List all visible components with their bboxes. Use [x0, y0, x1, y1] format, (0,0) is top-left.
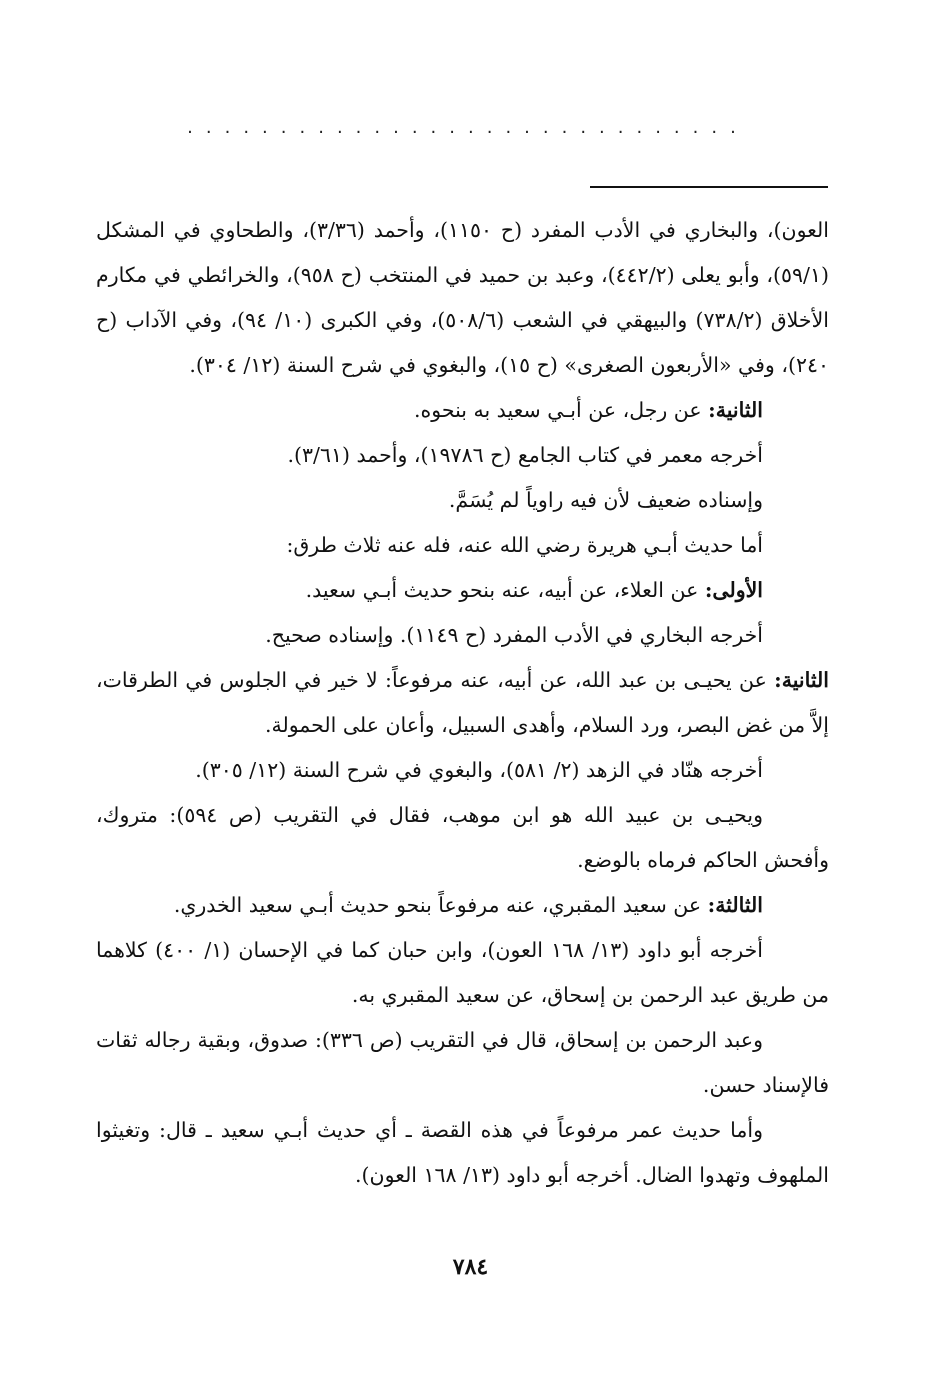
- paragraph: [96, 388, 829, 433]
- paragraph-text: عن يحيـى بن عبد الله، عن أبيه، عنه مرفوعاً: لا خير في الجلوس في الطرقات، إلاَّ من غض البصر، ورد السلام، وأهدى السبيل، وأعان على الحمولة.: [96, 668, 829, 737]
- paragraph-text: أخرجه معمر في كتاب الجامع (ح ١٩٧٨٦)، وأحمد (٣/٦١).: [287, 443, 763, 467]
- paragraph-label: الثانية:: [708, 398, 763, 422]
- paragraph: [96, 658, 829, 748]
- paragraph: [96, 748, 829, 793]
- paragraph-label: الثالثة:: [707, 893, 763, 917]
- paragraph-text: وإسناده ضعيف لأن فيه راوياً لم يُسَمَّ.: [448, 488, 763, 512]
- paragraph: [96, 1018, 829, 1108]
- paragraph-text: عن رجل، عن أبـي سعيد به بنحوه.: [413, 398, 709, 422]
- paragraph: [96, 613, 829, 658]
- paragraph-text: ويحيـى بن عبيد الله هو ابن موهب، فقال في التقريب (ص ٥٩٤): متروك، وأفحش الحاكم فرماه بالوضع.: [96, 803, 829, 872]
- paragraph-label: الأولى:: [704, 578, 763, 602]
- paragraph-text: وأما حديث عمر مرفوعاً في هذه القصة ـ أي حديث أبـي سعيد ـ قال: وتغيثوا الملهوف وتهدوا الضال. أخرجه أبو داود (١٣/ ١٦٨ العون).: [96, 1118, 829, 1187]
- header-dot-rule: ..............................: [187, 118, 749, 138]
- paragraph: [96, 523, 829, 568]
- paragraph: [96, 883, 829, 928]
- paragraph-label: الثانية:: [774, 668, 829, 692]
- footnote-separator: [590, 186, 828, 188]
- paragraph: [96, 478, 829, 523]
- paragraph: [96, 1108, 829, 1198]
- paragraph-text: أخرجه أبو داود (١٣/ ١٦٨ العون)، وابن حبان كما في الإحسان (١/ ٤٠٠) كلاهما من طريق عبد الرحمن بن إسحاق، عن سعيد المقبري به.: [96, 938, 829, 1007]
- paragraph: [96, 928, 829, 1018]
- paragraph-text: العون)، والبخاري في الأدب المفرد (ح ١١٥٠)، وأحمد (٣/٣٦)، والطحاوي في المشكل (٥٩/١)، وأبو يعلى (٤٤٢/٢)، وعبد بن حميد في المنتخب (ح ٩٥٨)، والخرائطي في مكارم الأخلاق (٧٣٨/٢) والبيهقي في الشعب (٥٠٨/٦)، وفي الكبرى (١٠/ ٩٤)، وفي الآداب (ح ٢٤٠)، وفي «الأربعون الصغرى» (ح ١٥)، والبغوي في شرح السنة (١٢/ ٣٠٤).: [96, 218, 829, 377]
- paragraph-text: أخرجه هنّاد في الزهد (٢/ ٥٨١)، والبغوي في شرح السنة (١٢/ ٣٠٥).: [195, 758, 763, 782]
- paragraph: [96, 568, 829, 613]
- paragraph-text: أما حديث أبـي هريرة رضي الله عنه، فله عنه ثلاث طرق:: [286, 533, 763, 557]
- page-number: ٧٨٤: [452, 1254, 489, 1280]
- paragraph: [96, 793, 829, 883]
- paragraph-text: أخرجه البخاري في الأدب المفرد (ح ١١٤٩). وإسناده صحيح.: [265, 623, 763, 647]
- paragraph-text: عن العلاء، عن أبيه، عنه بنحو حديث أبـي سعيد.: [305, 578, 705, 602]
- footnote-text: [96, 208, 829, 1198]
- paragraph-text: وعبد الرحمن بن إسحاق، قال في التقريب (ص ٣٣٦): صدوق، وبقية رجاله ثقات فالإسناد حسن.: [96, 1028, 829, 1097]
- paragraph: [96, 208, 829, 388]
- paragraph: [96, 433, 829, 478]
- paragraph-text: عن سعيد المقبري، عنه مرفوعاً بنحو حديث أبـي سعيد الخدري.: [173, 893, 708, 917]
